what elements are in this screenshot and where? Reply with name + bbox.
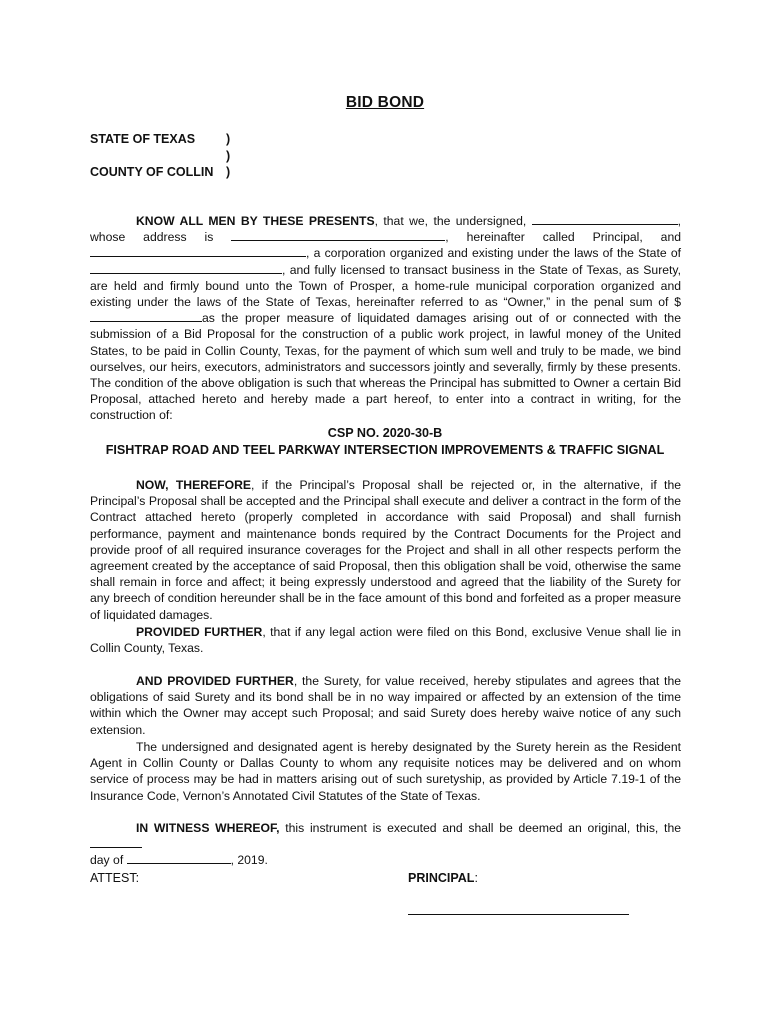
undersigned-blank[interactable] bbox=[532, 213, 678, 225]
lead-in-witness: IN WITNESS WHEREOF, bbox=[136, 821, 280, 835]
principal-signature-line[interactable] bbox=[408, 914, 629, 915]
attest-label: ATTEST: bbox=[90, 871, 140, 885]
document-title: BID BOND bbox=[345, 94, 425, 111]
p4-text: , the Surety, for value received, hereby stipulates and agrees that the obligations of said Surety and its bond shall be in no way impaired or affected by an extension of the time within which the Owner may accept such Proposal; and said Surety does hereby waive notice of any such extension. bbox=[90, 674, 682, 737]
principal-label-wrap bbox=[408, 871, 478, 885]
p3-text: , that if any legal action were filed on this Bond, exclusive Venue shall lie in Collin County, Texas. bbox=[90, 625, 681, 656]
lead-and-provided-further: AND PROVIDED FURTHER bbox=[136, 674, 294, 688]
p6-text-2: day of bbox=[90, 853, 127, 868]
day-number-blank[interactable] bbox=[90, 836, 142, 848]
p5-text: The undersigned and designated agent is hereby designated by the Surety herein as the Resident Agent in Collin County or Dallas County to whom any requisite notices may be delivered and on whom service of process may be had in matters arising out of such suretyship, as provided by Article 7.19-1 of the Insurance Code, Vernon’s Annotated Civil Statutes of the State of Texas. bbox=[90, 740, 681, 803]
paren-1: ) bbox=[226, 132, 231, 146]
state-blank[interactable] bbox=[90, 262, 282, 274]
paragraph-in-witness bbox=[90, 820, 681, 869]
principal-label: PRINCIPAL bbox=[408, 871, 475, 885]
p2-text: , if the Principal’s Proposal shall be rejected or, in the alternative, if the Principal’s Proposal shall be accepted and the Principal shall execute and deliver a contract in the form of the Contract attached hereto (properly completed in accordance with said Proposal) and shall furnish performance, payment and maintenance bonds required by the Contract Documents for the Project and provide proof of all required insurance coverages for the Project and shall in all other respects perform the agreement created by the acceptance of said Proposal, then this obligation shall be void, otherwise the same shall remain in force and affect; it being expressly understood and agreed that the liability of the Surety for any breech of condition hereunder shall be in the face amount of this bond and forfeited as a proper measure of liquidated damages. bbox=[90, 478, 681, 622]
paragraph-resident-agent bbox=[90, 739, 681, 804]
penal-sum-blank[interactable] bbox=[90, 310, 202, 322]
p1-text-1: , that we, the undersigned, bbox=[374, 214, 532, 228]
p6-text-1: this instrument is executed and shall be deemed an original, this, the bbox=[279, 821, 681, 835]
p6-text-3: , 2019. bbox=[230, 853, 268, 868]
paragraph-provided-further bbox=[90, 624, 681, 656]
paragraph-and-provided-further bbox=[90, 673, 681, 738]
paren-2: ) bbox=[226, 149, 231, 163]
p1-text-2: , whose address is bbox=[90, 214, 682, 245]
paren-3: ) bbox=[226, 165, 231, 179]
county-label: COUNTY OF COLLIN bbox=[90, 165, 214, 179]
address-blank[interactable] bbox=[231, 229, 445, 241]
principal-colon: : bbox=[474, 871, 478, 885]
lead-now-therefore: NOW, THEREFORE bbox=[136, 478, 252, 492]
surety-blank[interactable] bbox=[90, 245, 306, 257]
paragraph-know-all-men bbox=[90, 213, 681, 424]
p1-text-3: , hereinafter called Principal, and bbox=[445, 230, 681, 245]
paragraph-now-therefore bbox=[90, 477, 681, 623]
project-number: CSP NO. 2020-30-B bbox=[327, 426, 443, 440]
month-blank[interactable] bbox=[127, 852, 231, 864]
p1-text-6: as the proper measure of liquidated damages arising out of or connected with the submission of a Bid Proposal for the construction of a public work project, in lawful money of the United States, to be paid in Collin County, Texas, for the payment of which sum well and truly to be made, we bind ourselves, our heirs, executors, administrators and successors jointly and severally, firmly by these presents. The condition of the above obligation is such that whereas the Principal has submitted to Owner a certain Bid Proposal, attached hereto and hereby made a part hereof, to enter into a contract in writing, for the construction of: bbox=[90, 311, 681, 423]
lead-know-all-men: KNOW ALL MEN BY THESE PRESENTS bbox=[136, 214, 375, 228]
p1-text-5: , and fully licensed to transact business in the State of Texas, as Surety, are held and firmly bound unto the Town of Prosper, a home-rule municipal corporation organized and existing under the laws of the State of Texas, hereinafter referred to as “Owner,” in the penal sum of $ bbox=[90, 262, 681, 310]
state-label: STATE OF TEXAS bbox=[90, 132, 196, 146]
p1-text-4: , a corporation organized and existing under the laws of the State of bbox=[306, 246, 681, 261]
project-name: FISHTRAP ROAD AND TEEL PARKWAY INTERSECTION IMPROVEMENTS & TRAFFIC SIGNAL bbox=[105, 443, 665, 457]
lead-provided-further: PROVIDED FURTHER bbox=[136, 625, 263, 639]
